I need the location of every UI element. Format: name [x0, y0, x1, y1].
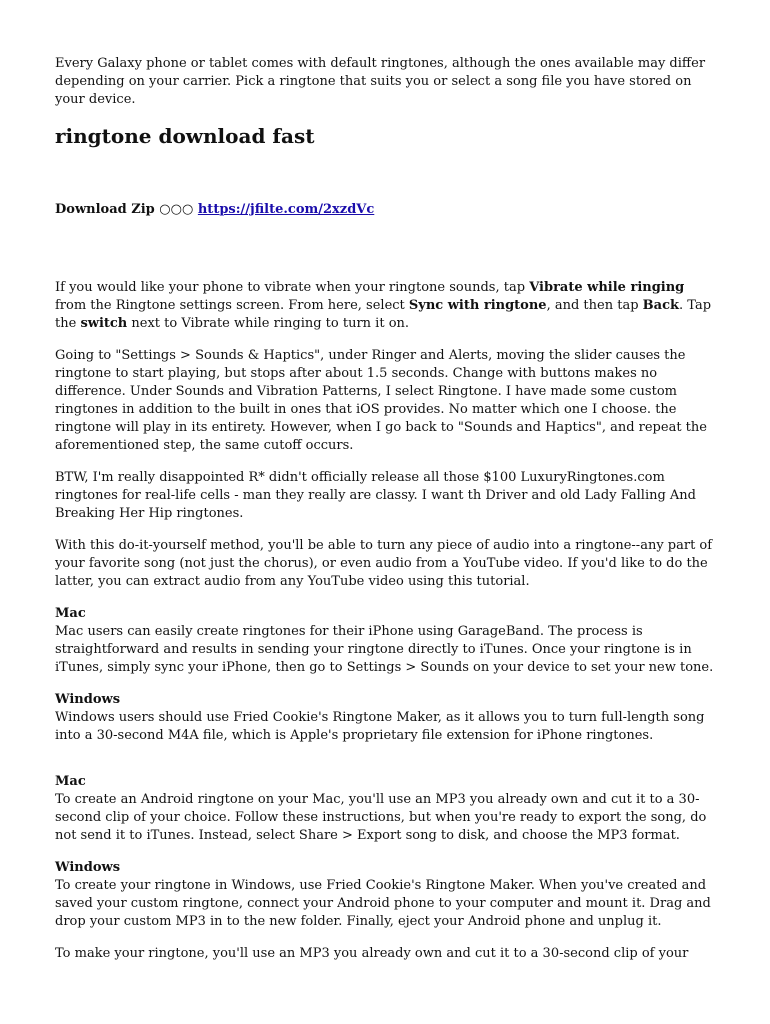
download-line [55, 201, 715, 219]
paragraph-diy-method: With this do-it-yourself method, you'll be able to turn any piece of audio into a ringtone--any part of your favorite song (not just the chorus), or even audio from a YouTube video. If you'd like to do the latter, you can extract audio from any YouTube video using this tutorial. [55, 538, 713, 589]
section-heading: Windows [55, 692, 121, 707]
download-label: Download Zip [55, 202, 155, 217]
section-text: To create your ringtone in Windows, use Fried Cookie's Ringtone Maker. When you've created and saved your custom ringtone, connect your Android phone to your computer and mount it. Drag and drop your custom MP3 in to the new folder. Finally, eject your Android phone and unplug it. [55, 878, 711, 929]
back-text: Back [642, 298, 680, 313]
download-glyphs: ○○○ [159, 202, 194, 217]
section-mac-android [55, 773, 715, 845]
section-heading: Windows [55, 860, 121, 875]
section-text: Mac users can easily create ringtones for their iPhone using GarageBand. The process is straightforward and results in sending your ringtone directly to iTunes. Once your ringtone is in iTunes, simply sync your iPhone, then go to Settings > Sounds on your device to set your new tone. [55, 624, 714, 675]
section-text: To create an Android ringtone on your Mac, you'll use an MP3 you already own and cut it to a 30-second clip of your choice. Follow these instructions, but when you're ready to export the song, do not send it to iTunes. Instead, select Share > Export song to disk, and choose the MP3 format. [55, 792, 707, 843]
switch-text: switch [80, 316, 128, 331]
paragraph-settings-sounds: Going to "Settings > Sounds & Haptics", under Ringer and Alerts, moving the slider causes the ringtone to start playing, but stops after about 1.5 seconds. Change with buttons makes no difference. Under Sounds and Vibration Patterns, I select Ringtone. I have made some custom ringtones in addition to the built in ones that iOS provides. No matter which one I choose. the ringtone will play in its entirety. However, when I go back to "Sounds and Haptics", and repeat the aforementioned step, the same cutoff occurs. [55, 348, 707, 453]
download-link[interactable]: https://jfilte.com/2xzdVc [197, 202, 375, 217]
section-heading: Mac [55, 774, 86, 789]
section-mac-iphone [55, 605, 715, 677]
vibrate-paragraph: If you would like your phone to vibrate when your ringtone sounds, tap Vibrate while ringing from the Ringtone settings screen. From here, select Sync with ringtone, and then tap Back. Tap the switch next to Vibrate while ringing to turn it on. [55, 280, 712, 331]
intro-paragraph: Every Galaxy phone or tablet comes with default ringtones, although the ones available may differ depending on your carrier. Pick a ringtone that suits you or select a song file you have stored on your device. [55, 56, 706, 107]
vibrate-while-ringing-text: Vibrate while ringing [529, 280, 685, 295]
sync-with-ringtone-text: Sync with ringtone [408, 298, 547, 313]
section-text: Windows users should use Fried Cookie's Ringtone Maker, as it allows you to turn full-length song into a 30-second M4A file, which is Apple's proprietary file extension for iPhone ringtones. [55, 710, 705, 743]
spacer [55, 219, 715, 279]
final-paragraph: To make your ringtone, you'll use an MP3 you already own and cut it to a 30-second clip of your [55, 946, 689, 961]
document-page [55, 55, 715, 977]
page-title: ringtone download fast [55, 124, 315, 148]
paragraph-btw: BTW, I'm really disappointed R* didn't officially release all those $100 LuxuryRingtones.com ringtones for real-life cells - man they really are classy. I want th Driver and old Lady Falling And Breaking Her Hip ringtones. [55, 470, 697, 521]
section-windows-android [55, 859, 715, 931]
section-heading: Mac [55, 606, 86, 621]
spacer [55, 759, 715, 773]
section-windows-iphone [55, 691, 715, 745]
